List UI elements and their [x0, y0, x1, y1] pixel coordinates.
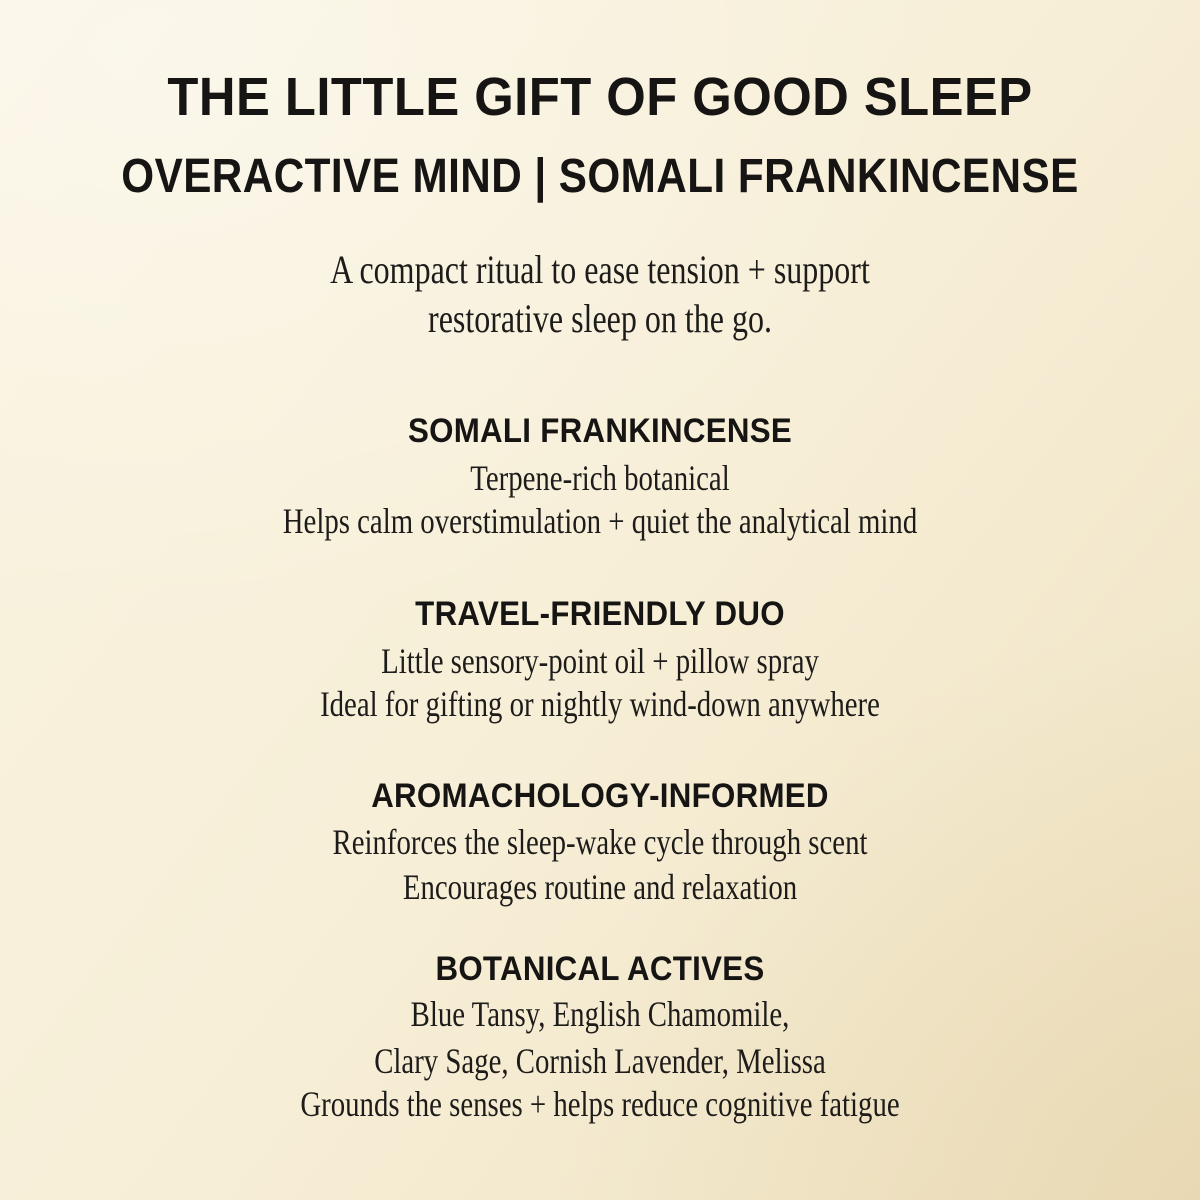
intro-text-line: restorative sleep on the go.: [428, 296, 772, 341]
section-body-line: Clary Sage, Cornish Lavender, Melissa: [374, 1041, 826, 1081]
section-body-line: Helps calm overstimulation + quiet the analytical mind: [282, 501, 918, 541]
section-heading-aromachology-informed: AROMACHOLOGY-INFORMED: [371, 777, 829, 815]
section-body-line: Blue Tansy, English Chamomile,: [410, 994, 790, 1034]
section-body-line: Terpene-rich botanical: [470, 458, 730, 498]
intro-text-line: A compact ritual to ease tension + support: [330, 247, 870, 292]
section-body-line: Little sensory-point oil + pillow spray: [381, 641, 819, 681]
section-heading-travel-friendly-duo: TRAVEL-FRIENDLY DUO: [415, 595, 785, 633]
page-subtitle: OVERACTIVE MIND | SOMALI FRANKINCENSE: [121, 150, 1079, 203]
page-title: THE LITTLE GIFT OF GOOD SLEEP: [167, 67, 1033, 127]
section-body-line: Encourages routine and relaxation: [402, 867, 798, 907]
section-body-line: Ideal for gifting or nightly wind-down anywhere: [320, 684, 880, 724]
section-heading-somali-frankincense: SOMALI FRANKINCENSE: [407, 412, 793, 450]
section-heading-botanical-actives: BOTANICAL ACTIVES: [435, 950, 765, 988]
section-body-line: Reinforces the sleep-wake cycle through scent: [332, 822, 868, 862]
section-body-line: Grounds the senses + helps reduce cognitive fatigue: [300, 1084, 900, 1124]
